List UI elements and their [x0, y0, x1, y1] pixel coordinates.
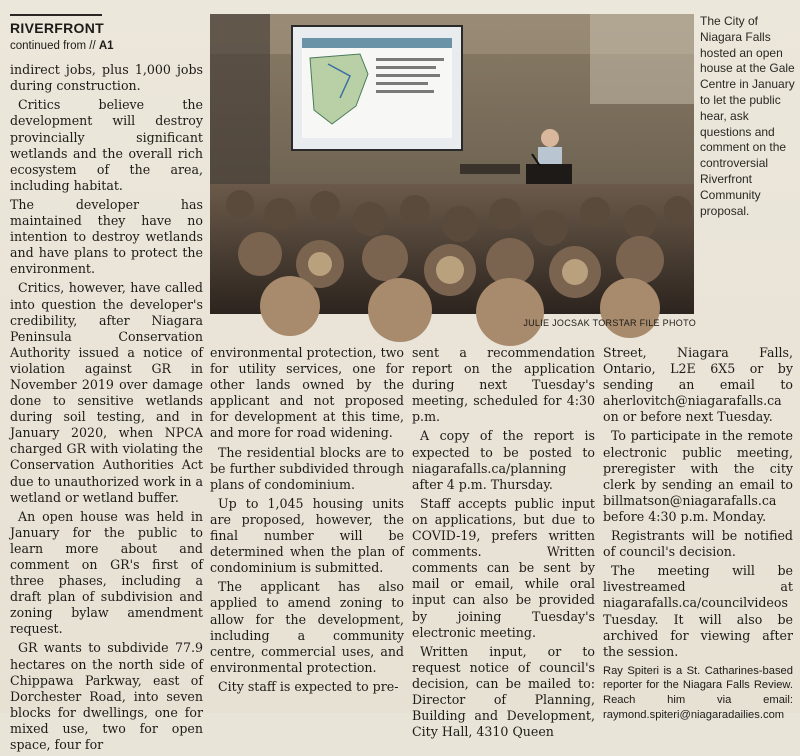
continued-prefix: continued from // [10, 40, 96, 53]
article-column-2 [210, 345, 404, 698]
paragraph: Critics, however, have called into question the developer's credibility, after Niagara Peninsula Conservation Authority issued a notice of violation against GR in November 2019 over damage done to sensitive wetlands during soil testing, and in January 2020, when NPCA charged GR with violating the Conservation Authorities Act due to unauthorized work in a wetland or wetland buffer. [10, 280, 203, 505]
continued-page: A1 [98, 40, 114, 53]
paragraph: To participate in the remote electronic public meeting, preregister with the city clerk by sending an email to billmatson@niagarafalls.ca before 4:30 p.m. Monday. [603, 428, 793, 524]
paragraph: City staff is expected to pre- [218, 678, 399, 694]
continued-from-line [10, 38, 203, 54]
paragraph: Up to 1,045 housing units are proposed, however, the final number will be determined when the plan of condominium is submitted. [210, 495, 404, 576]
author-bio: Ray Spiteri is a St. Catharines-based reporter for the Niagara Falls Review. Reach him via email: raymond.spiteri@niagaradailies.com [603, 664, 793, 721]
paragraph: A copy of the report is expected to be posted to niagarafalls.ca/planning after 4 p.m. Thursday. [412, 428, 595, 492]
paragraph: Written input, or to request notice of council's decision, can be mailed to: Director of Planning, Building and Development, City Hall, 4310 Queen [412, 643, 595, 740]
paragraph: An open house was held in January for the public to learn more about and comment on GR's first of three phases, including a draft plan of subdivision and zoning bylaw amendment request. [10, 508, 203, 637]
photo-credit: JULIE JOCSAK TORSTAR FILE PHOTO [523, 318, 696, 328]
paragraph: Registrants will be notified of council's decision. [603, 528, 793, 560]
section-kicker: RIVERFRONT [10, 20, 104, 36]
paragraph: The applicant has also applied to amend zoning to allow for the development, including a community centre, commercial uses, and environmental protection. [210, 579, 404, 675]
audience-scene-graphic [210, 14, 694, 314]
paragraph: The developer has maintained they have no intention to destroy wetlands and have plans to protect the environment. [10, 196, 203, 277]
article-column-1 [10, 14, 203, 756]
photo-caption: The City of Niagara Falls hosted an open house at the Gale Centre in January to let the public hear, ask questions and comment on the controversial Riverfront Community proposal. [700, 14, 795, 218]
paragraph: GR wants to subdivide 77.9 hectares on the north side of Chippawa Parkway, east of Dorchester Road, into seven blocks for dwellings, one for mixed use, two for open space, four for [10, 640, 203, 753]
paragraph: environmental protection, two for utility services, one for other lands owned by the applicant and not proposed for development at this time, and more for road widening. [210, 345, 404, 441]
paragraph: Staff accepts public input on applications, but due to COVID-19, prefers written comments. Written comments can be sent by mail or email, while oral input can also be provided by joining Tuesday's electronic meeting. [412, 495, 595, 640]
article-column-4 [603, 345, 793, 725]
article-column-3 [412, 345, 595, 743]
paragraph: sent a recommendation report on the application during next Tuesday's meeting, scheduled for 4:30 p.m. [412, 345, 595, 425]
paragraph: The residential blocks are to be further subdivided through plans of condominium. [210, 444, 404, 492]
paragraph: The meeting will be livestreamed at niagarafalls.ca/councilvideos Tuesday. It will also be archived for viewing after the session. [603, 563, 793, 659]
paragraph: Street, Niagara Falls, Ontario, L2E 6X5 or by sending an email to aherlovitch@niagarafalls.ca on or before next Tuesday. [603, 345, 793, 425]
paragraph: Critics believe the development will destroy provincially significant wetlands and the overall rich ecosystem of the area, including habitat. [10, 97, 203, 193]
paragraph: indirect jobs, plus 1,000 jobs during construction. [10, 62, 203, 94]
section-rule [10, 14, 102, 16]
open-house-photo [210, 14, 694, 314]
